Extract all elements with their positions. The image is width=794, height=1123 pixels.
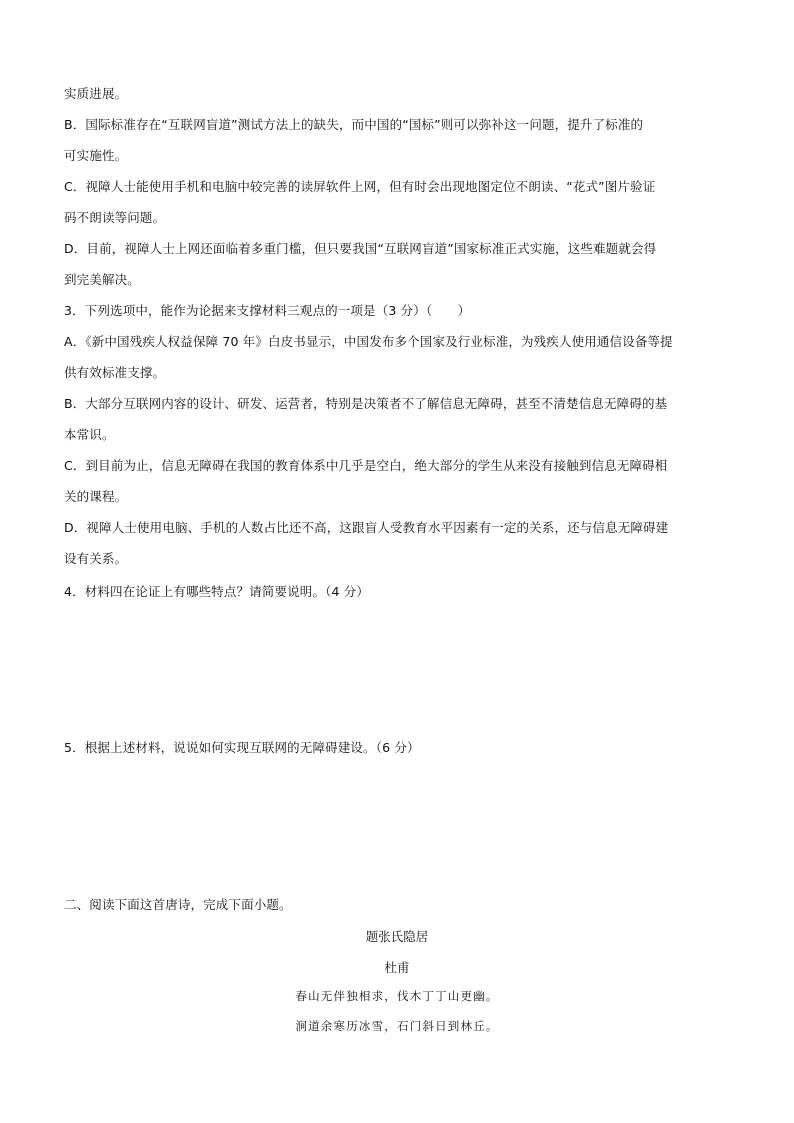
q3-option-a-line2: 供有效标准支撑。 [64, 365, 166, 380]
option-a-continuation: 实质进展。 [64, 86, 128, 101]
poem-title: 题张氏隐居 [365, 929, 429, 944]
q2-option-d-line1: D．目前，视障人士上网还面临着多重门槛，但只要我国“互联网盲道”国家标准正式实施，这些难题就会得 [64, 241, 657, 256]
q3-option-c-line2: 关的课程。 [64, 489, 128, 504]
poem-line-2: 涧道余寒历冰雪，石门斜日到林丘。 [295, 1019, 499, 1033]
q3-option-b-line1: B．大部分互联网内容的设计、研发、运营者，特别是决策者不了解信息无障碍，甚至不清楚信息无障碍的基 [64, 396, 668, 411]
q3-option-c-line1: C．到目前为止，信息无障碍在我国的教育体系中几乎是空白，绝大部分的学生从来没有接触到信息无障碍相 [64, 458, 668, 473]
q2-option-b-line2: 可实施性。 [64, 148, 128, 163]
q2-option-c-line2: 码不朗读等问题。 [64, 210, 166, 225]
section-2-heading: 二、阅读下面这首唐诗，完成下面小题。 [64, 897, 292, 912]
q3-option-b-line2: 本常识。 [64, 427, 115, 442]
q3-option-d-line2: 设有关系。 [64, 551, 128, 566]
q2-option-c-line1: C．视障人士能使用手机和电脑中较完善的读屏软件上网，但有时会出现地图定位不朗读、“花式”图片验证 [64, 179, 656, 194]
poem-author: 杜甫 [384, 960, 410, 975]
question-3-stem: 3．下列选项中，能作为论据来支撑材料三观点的一项是（3 分）（ ） [64, 303, 471, 318]
q2-option-d-line2: 到完美解决。 [64, 272, 140, 287]
question-5-stem: 5．根据上述材料，说说如何实现互联网的无障碍建设。（6 分） [64, 740, 420, 755]
poem-line-1: 春山无伴独相求，伐木丁丁山更幽。 [295, 989, 499, 1003]
q3-option-a-line1: A．《新中国残疾人权益保障 70 年》白皮书显示，中国发布多个国家及行业标准，为残疾人使用通信设备等提 [64, 334, 673, 349]
question-4-stem: 4．材料四在论证上有哪些特点？请简要说明。（4 分） [64, 584, 370, 599]
q2-option-b-line1: B．国际标准存在“互联网盲道”测试方法上的缺失，而中国的“国标”则可以弥补这一问题，提升了标准的 [64, 117, 644, 132]
q3-option-d-line1: D．视障人士使用电脑、手机的人数占比还不高，这跟盲人受教育水平因素有一定的关系，还与信息无障碍建 [64, 520, 669, 535]
